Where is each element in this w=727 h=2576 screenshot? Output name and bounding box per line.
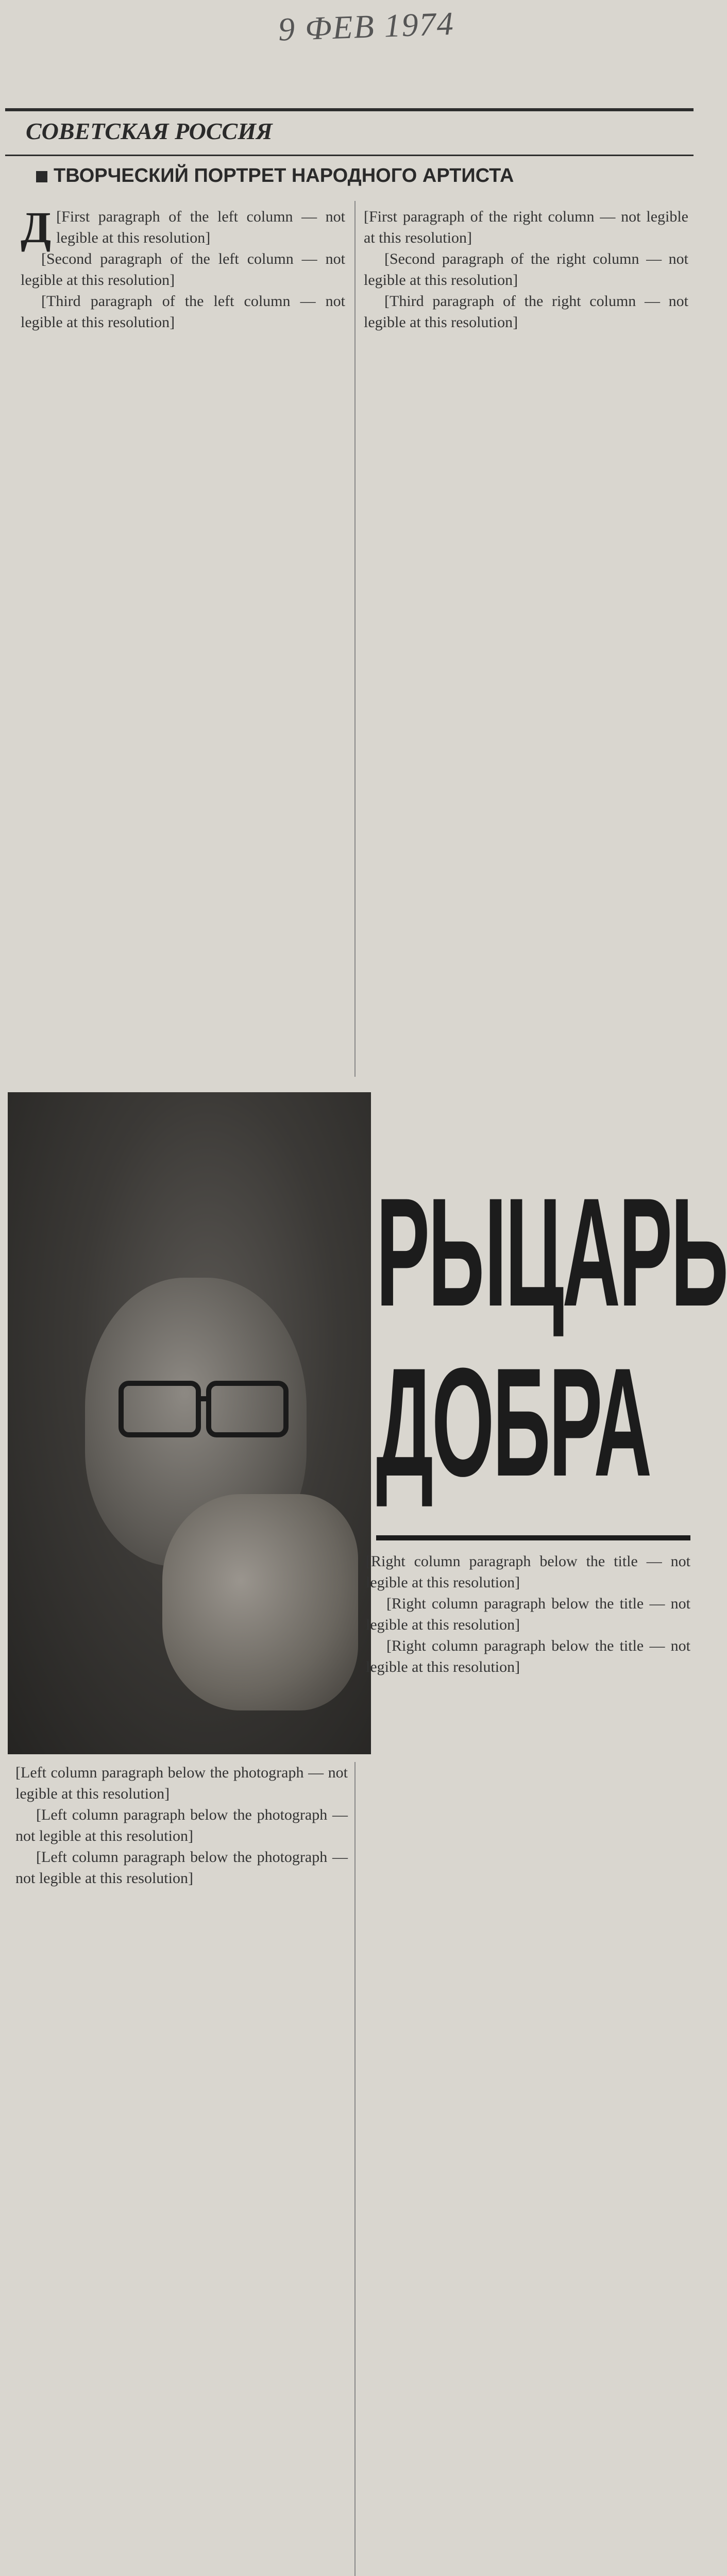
column-divider [354, 1762, 356, 2576]
portrait-hand [162, 1494, 358, 1710]
article-column-left-top [21, 202, 345, 1082]
glasses-left-lens [119, 1381, 201, 1437]
title-underline [376, 1535, 690, 1540]
article-paragraph: [Left column paragraph below the photograph — not legible at this resolution] [15, 1764, 348, 1802]
article-paragraph: [First paragraph of the right column — not legible at this resolution] [364, 208, 688, 246]
newspaper-masthead: СОВЕТСКАЯ РОССИЯ [26, 118, 273, 144]
masthead-rule-bottom [5, 155, 694, 156]
article-paragraph: [Right column paragraph below the title — not legible at this resolution] [366, 1595, 690, 1633]
glasses-bridge [196, 1396, 211, 1401]
article-paragraph: [Third paragraph of the right column — not legible at this resolution] [364, 293, 688, 331]
rubric-text: ТВОРЧЕСКИЙ ПОРТРЕТ НАРОДНОГО АРТИСТА [54, 165, 514, 187]
paragraph-text: [First paragraph of the left column — not legible at this resolution] [56, 208, 345, 246]
article-paragraph: [Second paragraph of the right column — not legible at this resolution] [364, 250, 688, 289]
article-column-left-bottom [15, 1762, 348, 2576]
article-paragraph: [Left column paragraph below the photograph — not legible at this resolution] [15, 1806, 348, 1844]
article-paragraph: [Left column paragraph below the photograph — not legible at this resolution] [15, 1849, 348, 1887]
article-paragraph: [Right column paragraph below the title — not legible at this resolution] [366, 1637, 690, 1675]
glasses-right-lens [206, 1381, 289, 1437]
article-column-right-bottom [366, 1551, 690, 2576]
section-rubric [36, 165, 603, 196]
portrait-photo [8, 1092, 371, 1754]
title-line-2: ДОБРА [376, 1335, 651, 1509]
date-stamp: 9 ФЕВ 1974 [277, 5, 455, 48]
title-line-1: РЫЦАРЬ [376, 1165, 727, 1338]
article-column-right-top [364, 206, 688, 1154]
article-paragraph [21, 202, 345, 252]
article-paragraph: [Second paragraph of the left column — not legible at this resolution] [21, 250, 345, 289]
drop-cap: Д [21, 202, 52, 252]
masthead-rule [5, 108, 694, 111]
article-paragraph: [Third paragraph of the left column — not legible at this resolution] [21, 293, 345, 331]
column-divider [354, 201, 356, 1077]
article-paragraph: [Right column paragraph below the title — not legible at this resolution] [366, 1553, 690, 1591]
square-bullet-icon [36, 171, 47, 182]
